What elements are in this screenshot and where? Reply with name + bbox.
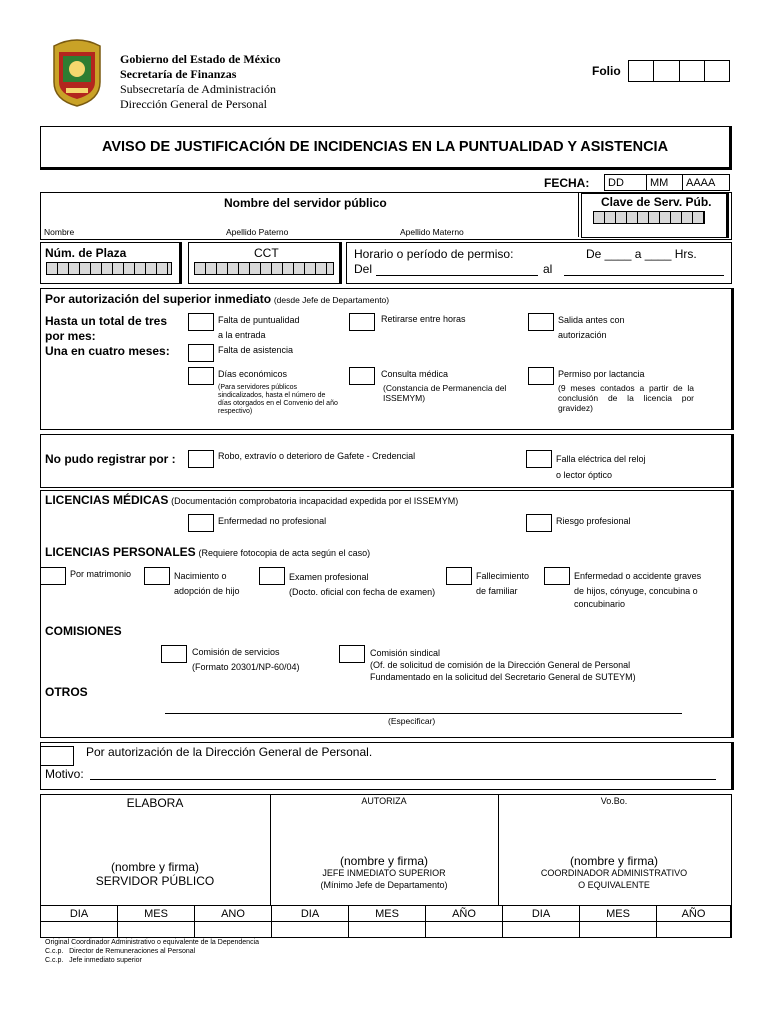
al-field[interactable] [564,275,724,276]
consulta-medica-note: (Constancia de Permanencia del ISSEMYM) [383,383,507,403]
robo-gafete-checkbox[interactable] [188,450,214,468]
dia-header-3: DIA [503,906,580,922]
mes-header-1: MES [118,906,195,922]
dias-economicos-checkbox[interactable] [188,367,214,385]
firmas-date-table [40,905,731,938]
fecha-label: FECHA: [544,176,590,190]
del-field[interactable] [376,275,538,276]
examen-label: Examen profesional [289,572,369,582]
consulta-medica-label: Consulta médica [381,369,449,379]
ano-cell-1[interactable] [195,922,272,938]
nacimiento-label: Nacimiento o [174,571,227,581]
servidor-heading: Nombre del servidor público [224,196,387,210]
una-label: Una en cuatro meses: [45,344,170,358]
direccion-general-checkbox[interactable] [40,746,74,766]
autoriza-nombre-firma: (nombre y firma) [339,854,428,868]
clave-label: Clave de Serv. Púb. [601,195,712,209]
salida-label-2: autorización [558,330,607,340]
fallecimiento-label: Fallecimiento [476,571,530,581]
autoriza-cargo: JEFE INMEDIATO SUPERIOR [322,868,446,878]
mes-cell-1[interactable] [118,922,195,938]
hasta-label: Hasta un total de tres [45,314,168,328]
enfermedad-no-prof-checkbox[interactable] [188,514,214,532]
enfermedad-no-prof-label: Enfermedad no profesional [218,516,327,526]
footer-ccp-1: C.c.p. Director de Remuneraciones al Personal [45,948,196,955]
del-label: Del [354,262,373,276]
mes-cell-2[interactable] [349,922,426,938]
fallecimiento-label-2: de familiar [476,586,518,596]
autorizacion-note: (desde Jefe de Departamento) [273,295,390,305]
al-label: al [543,262,553,276]
falta-asistencia-checkbox[interactable] [188,344,214,362]
autoriza-label: AUTORIZA [361,796,407,806]
examen-checkbox[interactable] [259,567,285,585]
mes-cell-3[interactable] [580,922,657,938]
examen-label-2: (Docto. oficial con fecha de examen) [289,587,436,597]
riesgo-profesional-checkbox[interactable] [526,514,552,532]
permiso-lactancia-label: Permiso por lactancia [558,369,645,379]
retirarse-label: Retirarse entre horas [381,314,466,324]
falla-electrica-label-2: o lector óptico [556,470,613,480]
folio-label: Folio [592,64,621,78]
comision-sindical-checkbox[interactable] [339,645,365,663]
falla-electrica-label: Falla eléctrica del reloj [556,454,646,464]
dia-cell-1[interactable] [41,922,118,938]
clave-field[interactable] [593,211,705,224]
elabora-label: ELABORA [126,796,184,810]
title-box [40,126,732,170]
licencias-personales-note: (Requiere fotocopia de acta según el caso) [198,548,371,558]
motivo-field[interactable] [90,779,716,780]
comision-servicios-label: Comisión de servicios [192,647,280,657]
otros-field[interactable] [165,713,682,714]
folio-field[interactable] [628,60,730,82]
footer-original: Original Coordinador Administrativo o equivalente de la Dependencia [45,939,260,946]
footer-ccp-2: C.c.p. Jefe inmediato superior [45,957,142,964]
header-direccion: Dirección General de Personal [120,97,267,111]
riesgo-profesional-label: Riesgo profesional [556,516,631,526]
horario-de-a[interactable]: De ____ a ____ Hrs. [586,247,697,261]
label-nombre: Nombre [44,227,75,237]
enfermedad-graves-label-2: de hijos, cónyuge, concubina o [574,586,698,596]
header-subsecretaria: Subsecretaría de Administración [120,82,276,96]
label-apellido-paterno: Apellido Paterno [226,227,289,237]
ano-cell-3[interactable] [657,922,731,938]
ano-header-2: AÑO [426,906,503,922]
cct-label: CCT [254,246,279,260]
robo-gafete-label: Robo, extravío o deterioro de Gafete - Credencial [218,451,416,461]
matrimonio-checkbox[interactable] [40,567,66,585]
vobo-label: Vo.Bo. [600,796,628,806]
enfermedad-graves-checkbox[interactable] [544,567,570,585]
enfermedad-graves-label-3: concubinario [574,599,626,609]
ano-header-1: ANO [195,906,272,922]
dia-header-1: DIA [41,906,118,922]
comision-servicios-checkbox[interactable] [161,645,187,663]
falla-electrica-checkbox[interactable] [526,450,552,468]
consulta-medica-checkbox[interactable] [349,367,375,385]
comision-servicios-label-2: (Formato 20301/NP-60/04) [192,662,300,672]
direccion-general-label: Por autorización de la Dirección General de Personal. [86,745,373,759]
dias-economicos-note: (Para servidores públicos sindicalizados, hasta el número de días otorgados en el Convenio del año respectivo) [218,384,338,415]
falta-puntualidad-label-2: a la entrada [218,330,266,340]
fallecimiento-checkbox[interactable] [446,567,472,585]
enfermedad-graves-label: Enfermedad o accidente graves [574,571,702,581]
vobo-nombre-firma: (nombre y firma) [569,854,658,868]
page-title: AVISO DE JUSTIFICACIÓN DE INCIDENCIAS EN LA PUNTUALIDAD Y ASISTENCIA [101,139,669,155]
no-pudo-registrar-label: No pudo registrar por : [45,452,176,466]
autoriza-cargo-2: (Mínimo Jefe de Departamento) [320,880,448,890]
comisiones-heading: COMISIONES [45,624,122,638]
licencias-personales-heading: LICENCIAS PERSONALES [45,545,196,559]
elabora-cargo: SERVIDOR PÚBLICO [95,874,215,888]
ano-header-3: AÑO [657,906,731,922]
dias-economicos-label: Días económicos [218,369,288,379]
especificar-label: (Especificar) [388,716,436,726]
comision-sindical-label: Comisión sindical [370,648,441,658]
clave-box [578,193,729,237]
header-secretaria: Secretaría de Finanzas [120,67,237,81]
num-plaza-field[interactable] [46,262,172,275]
elabora-nombre-firma: (nombre y firma) [110,860,199,874]
permiso-lactancia-note: (9 meses contados a partir de la conclusión de la licencia por gravidez) [558,383,694,413]
vobo-cargo-2: O EQUIVALENTE [578,880,650,890]
retirarse-checkbox[interactable] [349,313,375,331]
licencias-medicas-note: (Documentación comprobatoria incapacidad expedida por el ISSEMYM) [171,496,459,506]
nacimiento-checkbox[interactable] [144,567,170,585]
fecha-aaaa[interactable]: AAAA [683,175,730,191]
licencias-section [40,490,734,738]
motivo-label: Motivo: [45,767,84,781]
fecha-mm[interactable]: MM [647,175,683,191]
permiso-lactancia-checkbox[interactable] [528,367,554,385]
licencias-medicas-heading: LICENCIAS MÉDICAS [45,493,169,507]
mes-header-2: MES [349,906,426,922]
falta-puntualidad-checkbox[interactable] [188,313,214,331]
falta-asistencia-label: Falta de asistencia [218,345,294,355]
salida-label: Salida antes con [558,315,625,325]
coat-of-arms-logo [48,36,106,108]
label-apellido-materno: Apellido Materno [400,227,464,237]
ano-cell-2[interactable] [426,922,503,938]
dia-cell-2[interactable] [272,922,349,938]
dia-header-2: DIA [272,906,349,922]
num-plaza-label: Núm. de Plaza [45,246,127,260]
cct-field[interactable] [194,262,334,275]
falta-puntualidad-label: Falta de puntualidad [218,315,300,325]
fecha-dd[interactable]: DD [605,175,647,191]
comision-sindical-label-3: Fundamentado en la solicitud del Secretario General de SUTEYM) [370,672,636,682]
header-government: Gobierno del Estado de México [120,52,281,66]
salida-checkbox[interactable] [528,313,554,331]
por-mes-label: por mes: [45,329,96,343]
horario-label: Horario o período de permiso: [354,247,514,261]
matrimonio-label: Por matrimonio [70,569,132,579]
vobo-cargo: COORDINADOR ADMINISTRATIVO [540,868,688,878]
autorizacion-heading: Por autorización del superior inmediato [45,292,272,306]
dia-cell-3[interactable] [503,922,580,938]
otros-heading: OTROS [45,685,88,699]
comision-sindical-label-2: (Of. de solicitud de comisión de la Dirección General de Personal [370,660,631,670]
mes-header-3: MES [580,906,657,922]
state-coat-of-arms-icon [48,36,106,108]
fecha-field[interactable] [604,174,730,191]
nacimiento-label-2: adopción de hijo [174,586,240,596]
